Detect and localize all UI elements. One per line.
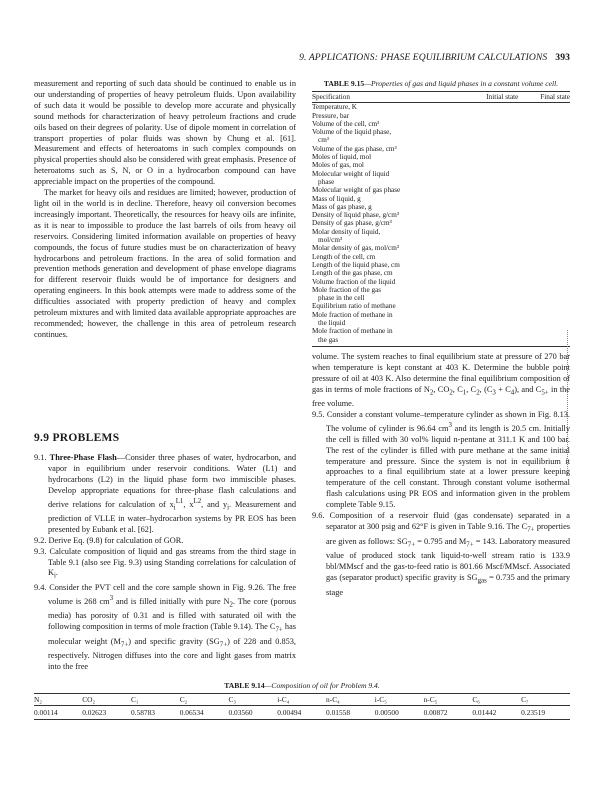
- text: , CO: [433, 384, 450, 394]
- problem-text: . Measurement and prediction of VLLE in water–hydrocarbon systems by PR EOS has been presented by Eubank et al. [62].: [48, 499, 297, 534]
- table-header-row: [312, 92, 570, 103]
- sup-l1: L1: [175, 497, 184, 505]
- spec-cell: [312, 161, 462, 169]
- problem-text: , and y: [201, 499, 228, 509]
- sup-l2: L2: [193, 497, 202, 505]
- final-state-cell[interactable]: [518, 128, 570, 145]
- spec-label: Molar density of gas, mol/cm³: [312, 244, 399, 253]
- spec-cell: [312, 219, 462, 227]
- initial-state-cell[interactable]: [462, 327, 519, 346]
- problem-number: 9.3.: [34, 546, 47, 556]
- text: Consider a constant volume–temperature cylinder as shown in Fig. 8.13. The volume of cylinder is 96.64 cm: [326, 410, 571, 433]
- component-header: n-C₄: [326, 694, 375, 706]
- sub: 3: [492, 389, 496, 397]
- spec-label: Mole fraction of methane in: [312, 327, 393, 336]
- component-header: N₂: [34, 694, 82, 706]
- spec-cell: [312, 327, 462, 346]
- initial-state-cell[interactable]: [462, 311, 519, 328]
- final-state-cell[interactable]: [518, 153, 570, 161]
- spec-cell: [312, 211, 462, 219]
- initial-state-cell[interactable]: [462, 302, 519, 310]
- final-state-cell[interactable]: [518, 120, 570, 128]
- spec-label: Mass of liquid, g: [312, 194, 361, 203]
- initial-state-cell[interactable]: [462, 219, 519, 227]
- problem-text: , x: [183, 499, 194, 509]
- spec-label: Density of liquid phase, g/cm³: [312, 211, 399, 220]
- spec-label: Volume fraction of the liquid: [312, 277, 396, 286]
- sub: 7+: [466, 541, 474, 549]
- text: properties are given as follows: SG: [326, 522, 570, 546]
- problem-text: and is filled initially with pure N: [113, 596, 230, 606]
- spec-label: Volume of the liquid phase,: [312, 128, 392, 137]
- mole-fraction-cell: 0.23519: [521, 706, 570, 720]
- final-state-cell[interactable]: [518, 244, 570, 252]
- table-row: [34, 706, 570, 720]
- final-state-cell[interactable]: [518, 211, 570, 219]
- table-row: [312, 286, 570, 303]
- spec-cell: [312, 253, 462, 261]
- page-number: 393: [555, 52, 570, 63]
- table-row: [312, 261, 570, 269]
- spec-label-cont: phase: [318, 177, 335, 186]
- table-body: [312, 103, 570, 347]
- problem-number: 9.6.: [312, 511, 325, 521]
- final-state-cell[interactable]: [518, 112, 570, 120]
- spec-cell: [312, 112, 462, 120]
- table-row: [312, 219, 570, 227]
- spec-label-cont: the gas: [318, 335, 339, 344]
- text: ), and C: [514, 384, 542, 394]
- initial-state-cell[interactable]: [462, 244, 519, 252]
- spec-cell: [312, 128, 462, 145]
- sup: 3: [109, 594, 114, 602]
- component-header: C₇: [521, 694, 570, 706]
- final-state-cell[interactable]: [518, 145, 570, 153]
- table-row: [312, 244, 570, 252]
- final-state-cell[interactable]: [518, 195, 570, 203]
- spec-label-cont: the liquid: [318, 319, 346, 328]
- spec-label: Length of the liquid phase, cm: [312, 260, 400, 269]
- initial-state-cell[interactable]: [462, 170, 519, 187]
- spec-cell: [312, 286, 462, 303]
- sub-i: i: [173, 504, 176, 512]
- problem-text: ) and specific gravity (SG: [128, 636, 220, 646]
- initial-state-cell[interactable]: [462, 278, 519, 286]
- right-column-problems: [312, 352, 570, 598]
- spec-cell: [312, 145, 462, 153]
- table-row: [312, 153, 570, 161]
- header-final-state: Final state: [518, 92, 570, 103]
- problem-9-6: [312, 511, 570, 598]
- table-row: [312, 128, 570, 145]
- text: + C: [495, 384, 511, 394]
- problem-text: . The core (porous media) has porosity of 0.31 and is filled with saturated oil with the following composition in terms of mole fraction (Table 9.14). The C: [48, 596, 297, 632]
- table-row: [312, 145, 570, 153]
- paragraph-2: The market for heavy oils and residues are limited; however, production of light oil in the world is in decline. Therefore, heavy oil conversion becomes increasingly important. Theoretically, the resources for heavy oils are infinite, as it is near to impossible to produce the last barrels of oils from heavy oil reservoirs. Considering limited information available on properties of heavy compounds, the focus of future studies must be on characterization of heavy hydrocarbons and petroleum fractions. In the area of solid formation and prevention methods generation and development of phase envelope diagrams for different reservoir fluids would be of importance for designers and operating engineers. In this book attempts were made to address some of the difficulties associated with property prediction of heavy and complex petroleum mixtures and with limited data available appropriate approaches are recommended; however, the challenge in this area of petroleum research continues.: [34, 188, 296, 339]
- table-row: [312, 228, 570, 245]
- spec-cell: [312, 120, 462, 128]
- spec-label: Mole fraction of the gas: [312, 285, 382, 294]
- initial-state-cell[interactable]: [462, 153, 519, 161]
- table-row: [312, 278, 570, 286]
- table-label: TABLE 9.14: [224, 681, 265, 690]
- spec-label: Density of gas phase, g/cm³: [312, 219, 392, 228]
- initial-state-cell[interactable]: [462, 103, 519, 112]
- text: = 0.735 and the primary stage: [326, 572, 570, 597]
- spec-label-cont: cm³: [318, 136, 329, 145]
- text: Composition of a reservoir fluid (gas condensate) separated in a separator at 300 psig and 62°F is given in Table 9.16. The C: [326, 511, 570, 532]
- table-9-14: [34, 681, 570, 720]
- final-state-cell[interactable]: [518, 286, 570, 303]
- sub: 5+: [541, 389, 549, 397]
- spec-label: Volume of the cell, cm³: [312, 119, 380, 128]
- problem-text: Consider the PVT cell and the core sample shown in Fig. 9.26. The free volume is 268 cm: [48, 583, 297, 606]
- initial-state-cell[interactable]: [462, 161, 519, 169]
- initial-state-cell[interactable]: [462, 186, 519, 194]
- spec-cell: [312, 153, 462, 161]
- problem-text: has molecular weight (M: [48, 622, 296, 646]
- table-9-15-grid: [312, 91, 570, 347]
- problem-title: Three-Phase Flash: [49, 453, 117, 462]
- spec-label: Length of the cell, cm: [312, 252, 376, 261]
- spec-label: Temperature, K: [312, 103, 357, 112]
- table-row: [312, 302, 570, 310]
- table-row: [312, 112, 570, 120]
- header-initial-state: Initial state: [462, 92, 519, 103]
- problem-9-4-continuation: [312, 352, 570, 410]
- table-row: [312, 327, 570, 346]
- component-header: i-C₄: [277, 694, 326, 706]
- sub: 1: [462, 389, 467, 397]
- text: volume. The system reaches to final equilibrium state at pressure of 270 bar when temperature is kept constant at 403 K. Determine the bubble point pressure of oil at 403 K. Also determine the final equilibrium composition of gas in terms of mole fractions of N: [312, 352, 570, 394]
- spec-label: Volume of the gas phase, cm³: [312, 144, 397, 153]
- table-row: [312, 311, 570, 328]
- mole-fraction-cell: 0.01442: [472, 706, 521, 720]
- text: = 143. Laboratory measured value of produced stock tank liquid-to-well stream ratio is 133.9 bbl/MMscf and the gas-to-feed ratio is 801.66 Mscf/MMscf. Associated gas (separator product) specific gravity is SG: [326, 536, 570, 582]
- text: , C: [466, 384, 477, 394]
- text: and its length is 20.5 cm. Initially the cell is filled with 30 vol% liquid n-pentane at 311.1 K and 100 bar. The rest of the cylinder is filled with pure methane at the same initial temperature and pressure. Since the system is not in equilibrium it approaches to a final equilibrium state at a lower pressure keeping temperature of the cell constant. Through constant volume isothermal flash calculations using PR EOS and information given in the problem complete Table 9.15.: [326, 423, 570, 510]
- problem-text: .: [55, 568, 58, 578]
- component-header: C₁: [131, 694, 180, 706]
- sub-i: i: [227, 504, 230, 512]
- sub: 4: [510, 389, 515, 397]
- final-state-cell[interactable]: [518, 103, 570, 112]
- initial-state-cell[interactable]: [462, 112, 519, 120]
- final-state-cell[interactable]: [518, 186, 570, 194]
- final-state-cell[interactable]: [518, 203, 570, 211]
- spec-label-cont: mol/cm³: [318, 236, 343, 245]
- initial-state-cell[interactable]: [462, 145, 519, 153]
- table-9-15: [312, 79, 570, 347]
- final-state-cell[interactable]: [518, 228, 570, 245]
- sub: gas: [477, 577, 487, 585]
- component-header: n-C₅: [424, 694, 473, 706]
- spec-label: Moles of gas, mol: [312, 161, 364, 170]
- left-column-intro: [34, 79, 296, 341]
- initial-state-cell[interactable]: [462, 269, 519, 277]
- spec-label: Mass of gas phase, g: [312, 202, 372, 211]
- problem-9-3: [34, 547, 296, 583]
- problem-number: 9.5.: [312, 410, 325, 420]
- spec-label: Length of the gas phase, cm: [312, 269, 393, 278]
- table-row: [312, 186, 570, 194]
- spec-cell: [312, 186, 462, 194]
- mole-fraction-cell: 0.58783: [131, 706, 180, 720]
- table-row: [312, 120, 570, 128]
- final-state-cell[interactable]: [518, 269, 570, 277]
- table-row: [312, 161, 570, 169]
- sub: 7+: [527, 526, 535, 534]
- table-9-14-grid: [34, 693, 570, 720]
- initial-state-cell[interactable]: [462, 195, 519, 203]
- final-state-cell[interactable]: [518, 327, 570, 346]
- mole-fraction-cell: 0.03560: [229, 706, 278, 720]
- spec-cell: [312, 261, 462, 269]
- paragraph-1: measurement and reporting of such data should be continued to enable us in our understanding of properties of heavy petroleum fluids. Upon availability of such data it would be possible to develop more accurate and physically sound methods for characterization of heavy petroleum fractions and crude oils based on their degrees of polarity. Use of dipole moment in correlation of transport properties of polar fluids was shown by Chung et al. [61]. Measurement and effects of heteroatoms in such complex compounds on physical properties should also be considered with great emphasis. Presence of heteroatoms such as S, N, or O in a hydrocarbon compound can have appreciable impact on the properties of the compound.: [34, 79, 296, 187]
- table-row: [312, 195, 570, 203]
- mole-fraction-cell: 0.02623: [82, 706, 131, 720]
- initial-state-cell[interactable]: [462, 228, 519, 245]
- sub: 2: [429, 389, 434, 397]
- mole-fraction-cell: 0.00872: [424, 706, 473, 720]
- problem-9-1: [34, 453, 296, 536]
- final-state-cell[interactable]: [518, 261, 570, 269]
- spec-cell: [312, 269, 462, 277]
- table-row: [312, 203, 570, 211]
- mole-fraction-cell: 0.06534: [180, 706, 229, 720]
- problem-text: Derive Eq. (9.8) for calculation of GOR.: [48, 535, 184, 545]
- spec-label: Moles of liquid, mol: [312, 153, 372, 162]
- sub: 7+: [219, 641, 228, 649]
- spec-label-cont: phase in the cell: [318, 294, 365, 303]
- component-header: C₃: [229, 694, 278, 706]
- sub: 7+: [120, 641, 129, 649]
- spec-label: Pressure, bar: [312, 111, 350, 120]
- mole-fraction-cell: 0.01558: [326, 706, 375, 720]
- spec-label: Molecular weight of gas phase: [312, 186, 401, 195]
- component-header: C₆: [472, 694, 521, 706]
- mole-fraction-cell: 0.00114: [34, 706, 82, 720]
- spec-label: Molecular weight of liquid: [312, 169, 390, 178]
- initial-state-cell[interactable]: [462, 211, 519, 219]
- initial-state-cell[interactable]: [462, 128, 519, 145]
- problem-9-5: [312, 410, 570, 511]
- problem-text: ) of 228 and 0.853, respectively. Nitrogen diffuses into the core and light gases from matrix into the free: [48, 636, 296, 672]
- table-caption: [34, 681, 570, 690]
- spec-cell: [312, 278, 462, 286]
- final-state-cell[interactable]: [518, 161, 570, 169]
- spec-label: Mole fraction of methane in: [312, 310, 393, 319]
- spec-cell: [312, 228, 462, 245]
- mole-fraction-cell: 0.00494: [277, 706, 326, 720]
- running-title: 9. APPLICATIONS: PHASE EQUILIBRIUM CALCULATIONS: [299, 52, 548, 63]
- table-row: [312, 103, 570, 112]
- final-state-cell[interactable]: [518, 302, 570, 310]
- problem-text: —Consider three phases of water, hydrocarbon, and vapor in equilibrium under reservoir conditions. Water (L1) and hydrocarbons (L2) in the liquid phase form two immiscible phases. Develop appropriate equations for three-phase flash calculations and derive relations for calculation of x: [48, 453, 296, 509]
- problem-number: 9.1.: [34, 453, 47, 462]
- problem-text: Calculate composition of liquid and gas streams from the third stage in Table 9.1 (also see Fig. 9.3) using Standing correlations for calculation of K: [48, 546, 296, 578]
- table-row: [312, 170, 570, 187]
- table-caption: [312, 79, 570, 88]
- table-row: [312, 211, 570, 219]
- sub: 7+: [275, 626, 283, 634]
- table-caption-text: —Properties of gas and liquid phases in a constant volume cell.: [364, 79, 559, 88]
- problems-left-column: [34, 453, 296, 673]
- sub-i: i: [54, 573, 56, 581]
- running-header: [34, 52, 570, 63]
- final-state-cell[interactable]: [518, 311, 570, 328]
- sub: 2: [449, 389, 453, 397]
- component-header: i-C₅: [375, 694, 424, 706]
- spec-cell: [312, 203, 462, 211]
- spec-cell: [312, 103, 462, 112]
- mole-fraction-cell: 0.00500: [375, 706, 424, 720]
- component-header: CO₂: [82, 694, 131, 706]
- table-caption-text: —Composition of oil for Problem 9.4.: [264, 681, 380, 690]
- problem-9-4: [34, 583, 296, 673]
- table-row: [312, 269, 570, 277]
- initial-state-cell[interactable]: [462, 253, 519, 261]
- problem-number: 9.4.: [34, 583, 47, 593]
- final-state-cell[interactable]: [518, 278, 570, 286]
- spec-label: Equilibrium ratio of methane: [312, 302, 396, 311]
- table-header-row: [34, 694, 570, 706]
- text: , C: [452, 384, 463, 394]
- sub: 2: [229, 601, 233, 609]
- spec-cell: [312, 311, 462, 328]
- spec-cell: [312, 195, 462, 203]
- sub: 7+: [407, 541, 416, 549]
- final-state-cell[interactable]: [518, 219, 570, 227]
- text: = 0.795 and M: [415, 536, 467, 546]
- initial-state-cell[interactable]: [462, 203, 519, 211]
- spec-cell: [312, 170, 462, 187]
- header-specification: Specification: [312, 92, 462, 103]
- table-row: [312, 253, 570, 261]
- spec-cell: [312, 244, 462, 252]
- initial-state-cell[interactable]: [462, 120, 519, 128]
- problem-9-2: [34, 536, 296, 547]
- problem-number: 9.2.: [34, 535, 47, 545]
- initial-state-cell[interactable]: [462, 286, 519, 303]
- final-state-cell[interactable]: [518, 253, 570, 261]
- text: , (C: [479, 384, 493, 394]
- spec-label: Molar density of liquid,: [312, 227, 381, 236]
- initial-state-cell[interactable]: [462, 261, 519, 269]
- sub: 2: [476, 389, 480, 397]
- sup: 3: [448, 422, 452, 430]
- table-label: TABLE 9.15: [323, 79, 365, 88]
- text: in the free volume.: [312, 384, 570, 409]
- spec-cell: [312, 302, 462, 310]
- section-title: 9.9 PROBLEMS: [34, 432, 120, 444]
- final-state-cell[interactable]: [518, 170, 570, 187]
- component-header: C₂: [180, 694, 229, 706]
